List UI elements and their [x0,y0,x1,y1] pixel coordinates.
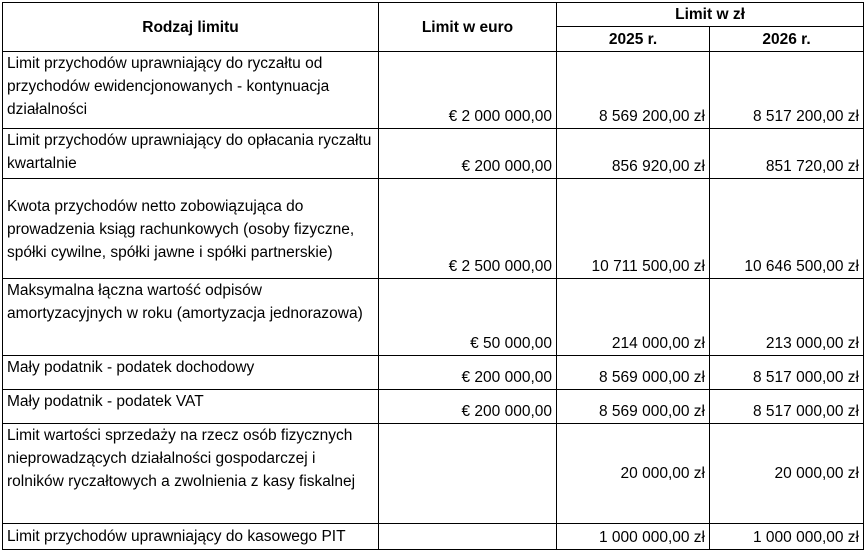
limit-name: Mały podatnik - podatek VAT [3,390,379,424]
limit-name: Limit przychodów uprawniający do opłacania ryczałtu kwartalnie [3,129,379,179]
header-limit-euro: Limit w euro [379,3,557,52]
header-year-2025: 2025 r. [557,27,710,52]
table-row [3,390,864,424]
limit-name: Maksymalna łączna wartość odpisów amortyzacyjnych w roku (amortyzacja jednorazowa) [3,279,379,356]
limit-name: Limit wartości sprzedaży na rzecz osób fizycznych nieprowadzących działalności gospodarczej i rolników ryczałtowych a zwolnienia z kasy fiskalnej [3,424,379,524]
limit-2025-value: 8 569 000,00 zł [557,356,710,390]
limit-euro-value: € 200 000,00 [379,390,557,424]
limit-euro-value: € 200 000,00 [379,356,557,390]
limit-2025-value: 20 000,00 zł [557,424,710,524]
header-limit-type: Rodzaj limitu [3,3,379,52]
limit-2026-value: 851 720,00 zł [710,129,864,179]
limits-table [2,2,864,550]
limit-euro-value: € 2 500 000,00 [379,179,557,279]
limit-name: Mały podatnik - podatek dochodowy [3,356,379,390]
table-row [3,52,864,129]
limit-2025-value: 8 569 200,00 zł [557,52,710,129]
limit-euro-value [379,524,557,550]
limit-2026-value: 213 000,00 zł [710,279,864,356]
limit-2025-value: 856 920,00 zł [557,129,710,179]
limit-euro-value: € 50 000,00 [379,279,557,356]
table-row [3,424,864,524]
limit-2026-value: 20 000,00 zł [710,424,864,524]
table-row [3,129,864,179]
limit-2025-value: 8 569 000,00 zł [557,390,710,424]
limit-2026-value: 8 517 000,00 zł [710,390,864,424]
limit-name: Limit przychodów uprawniający do kasowego PIT [3,524,379,550]
limit-2026-value: 8 517 200,00 zł [710,52,864,129]
limit-2026-value: 10 646 500,00 zł [710,179,864,279]
limit-2025-value: 10 711 500,00 zł [557,179,710,279]
limit-euro-value [379,424,557,524]
header-year-2026: 2026 r. [710,27,864,52]
limit-euro-value: € 2 000 000,00 [379,52,557,129]
table-row [3,524,864,550]
table-row [3,279,864,356]
limit-name: Kwota przychodów netto zobowiązująca do prowadzenia ksiąg rachunkowych (osoby fizyczne, spółki cywilne, spółki jawne i spółki partnerskie) [3,179,379,279]
limit-2026-value: 1 000 000,00 zł [710,524,864,550]
limit-euro-value: € 200 000,00 [379,129,557,179]
table-row [3,356,864,390]
table-row [3,179,864,279]
header-limit-pln: Limit w zł [557,3,864,27]
limit-2025-value: 214 000,00 zł [557,279,710,356]
limit-2026-value: 8 517 000,00 zł [710,356,864,390]
limit-name: Limit przychodów uprawniający do ryczałtu od przychodów ewidencjonowanych - kontynuacja działalności [3,52,379,129]
limit-2025-value: 1 000 000,00 zł [557,524,710,550]
